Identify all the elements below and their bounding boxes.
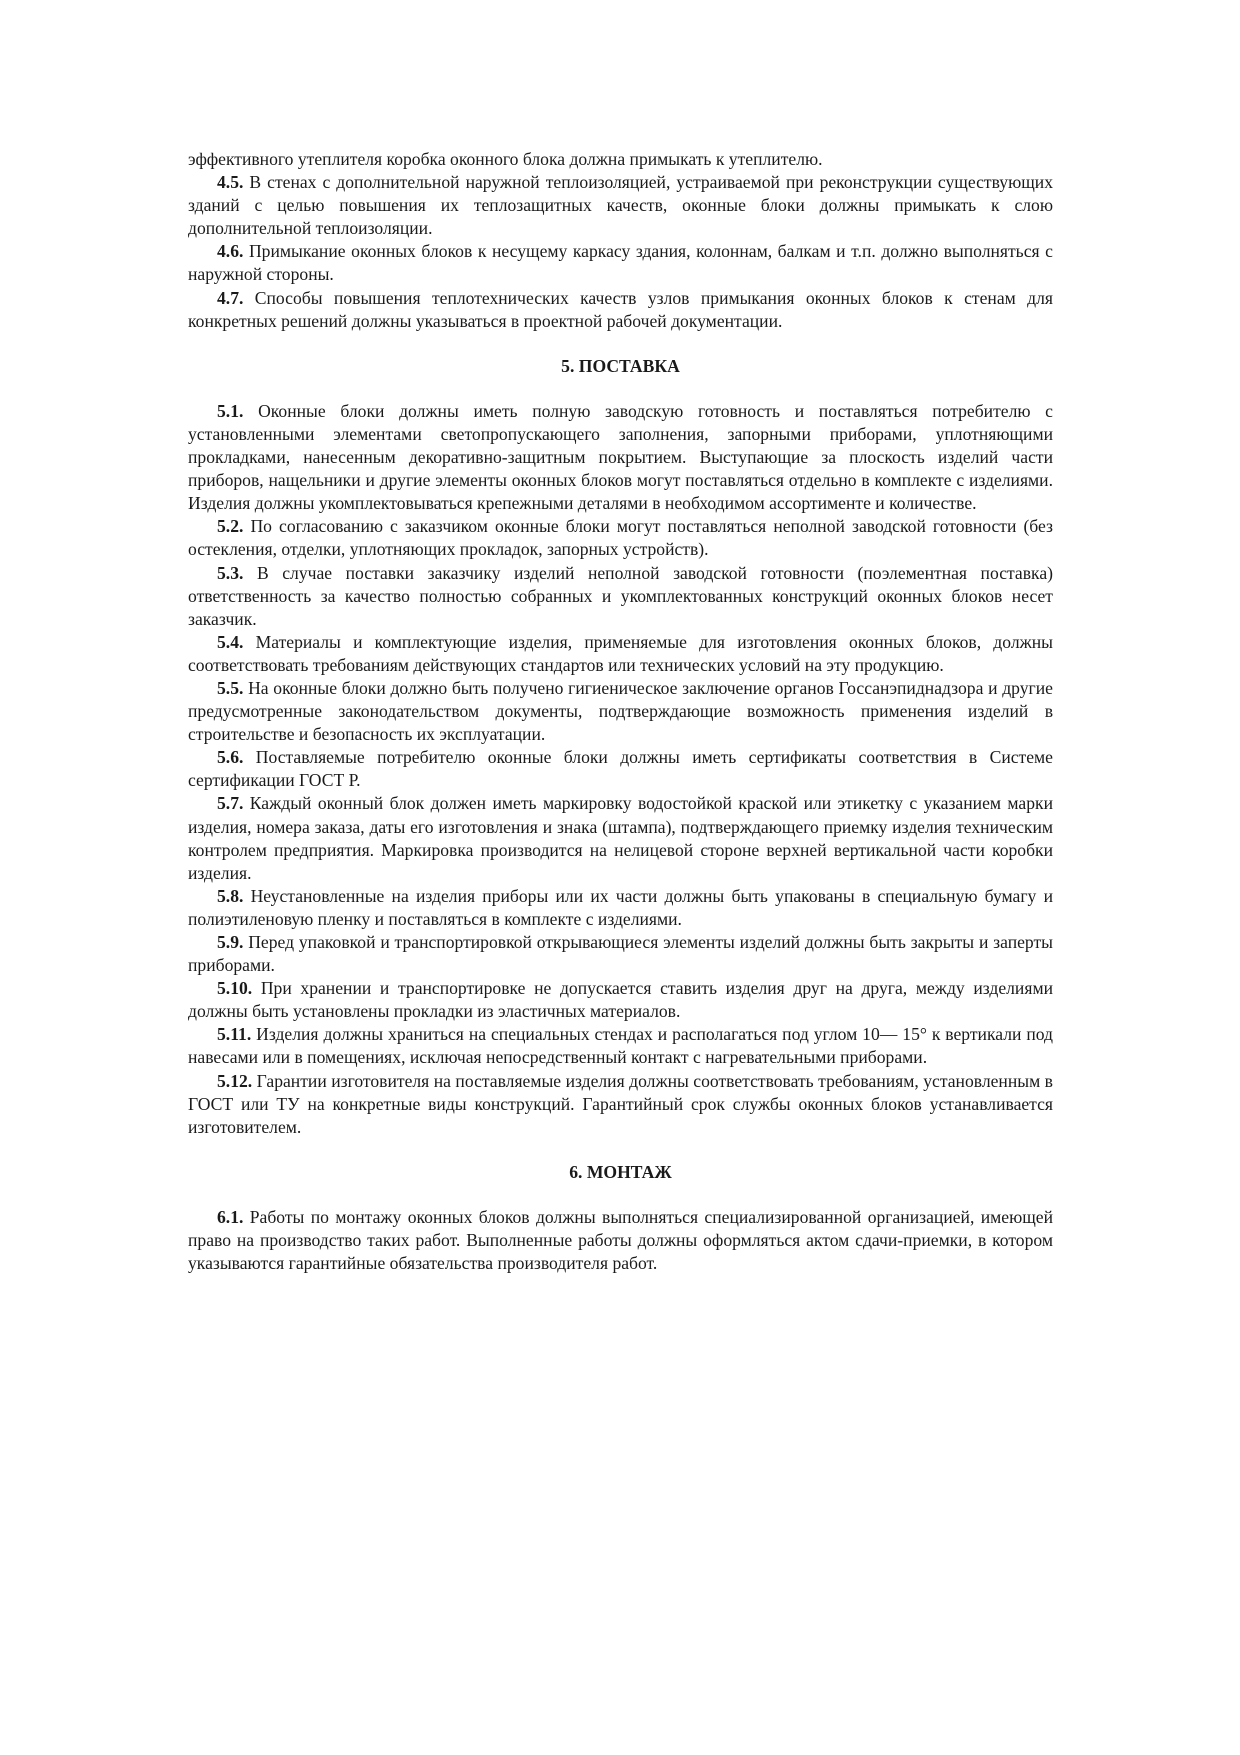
paragraph-text: Гарантии изготовителя на поставляемые изделия должны соответствовать требованиям, установленным в ГОСТ или ТУ на конкретные виды конструкций. Гарантийный срок службы оконных блоков устанавливается изготовителем. xyxy=(188,1070,1053,1137)
paragraph-5-11 xyxy=(188,1023,1053,1069)
paragraph-4-6 xyxy=(188,240,1053,286)
section-heading-6: 6. МОНТАЖ xyxy=(569,1161,672,1182)
clause-number: 6.1. xyxy=(217,1206,244,1227)
paragraph-text: Работы по монтажу оконных блоков должны выполняться специализированной организацией, имеющей право на производство таких работ. Выполненные работы должны оформляться актом сдачи-приемки, в котором указываются гарантийные обязательства производителя работ. xyxy=(188,1206,1053,1274)
paragraph-4-5 xyxy=(188,171,1053,240)
clause-number: 4.7. xyxy=(217,287,244,308)
paragraph-5-8 xyxy=(188,885,1053,931)
clause-number: 5.3. xyxy=(217,562,244,583)
paragraph-text: Изделия должны храниться на специальных стендах и располагаться под углом 10— 15° к вертикали под навесами или в помещениях, исключая непосредственный контакт с нагревательными приборами. xyxy=(188,1024,1053,1068)
clause-number: 5.12. xyxy=(217,1070,253,1091)
clause-number: 5.9. xyxy=(217,932,244,952)
paragraph-text: При хранении и транспортировке не допускается ставить изделия друг на друга, между изделиями должны быть установлены прокладки из эластичных материалов. xyxy=(188,978,1053,1022)
paragraph-text: Материалы и комплектующие изделия, применяемые для изготовления оконных блоков, должны соответствовать требованиям действующих стандартов или технических условий на эту продукцию. xyxy=(188,631,1053,675)
paragraph-text: Каждый оконный блок должен иметь маркировку водостойкой краской или этикетку с указанием марки изделия, номера заказа, даты его изготовления и знака (штампа), подтверждающего приемку изделия техническим контролем предприятия. Маркировка производится на нелицевой стороне верхней вертикальной части коробки изделия. xyxy=(188,793,1053,883)
paragraph-5-5 xyxy=(188,677,1053,746)
paragraph-4-7 xyxy=(188,287,1053,333)
paragraph-text: На оконные блоки должно быть получено гигиеническое заключение органов Госсанэпиднадзора и другие предусмотренные законодательством документы, подтверждающие возможность применения изделий в строительстве и безопасность их эксплуатации. xyxy=(188,677,1053,745)
clause-number: 4.5. xyxy=(217,172,244,193)
clause-number: 4.6. xyxy=(217,241,244,262)
clause-number: 5.6. xyxy=(217,747,244,768)
paragraph-5-4 xyxy=(188,631,1053,677)
paragraph-text: Перед упаковкой и транспортировкой открывающиеся элементы изделий должны быть закрыты и заперты приборами. xyxy=(188,932,1053,976)
document-page xyxy=(188,148,1053,1275)
paragraph-5-12 xyxy=(188,1070,1053,1139)
paragraph-text: Примыкание оконных блоков к несущему каркасу здания, колоннам, балкам и т.п. должно выполняться с наружной стороны. xyxy=(188,241,1053,285)
paragraph-5-3 xyxy=(188,562,1053,631)
paragraph-5-10 xyxy=(188,977,1053,1023)
paragraph-text: Неустановленные на изделия приборы или их части должны быть упакованы в специальную бумагу и полиэтиленовую пленку и поставляться в комплекте с изделиями. xyxy=(188,885,1053,929)
paragraph-text: Способы повышения теплотехнических качеств узлов примыкания оконных блоков к стенам для конкретных решений должны указываться в проектной рабочей документации. xyxy=(188,287,1053,331)
clause-number: 5.8. xyxy=(217,885,244,906)
paragraph-text: В стенах с дополнительной наружной теплоизоляцией, устраиваемой при реконструкции существующих зданий с целью повышения их теплозащитных качеств, оконные блоки должны примыкать к слою дополнительной теплоизоляции. xyxy=(188,172,1053,239)
paragraph-text: В случае поставки заказчику изделий неполной заводской готовности (поэлементная поставка) ответственность за качество полностью собранных и укомплектованных конструкций оконных блоков несет заказчик. xyxy=(188,562,1053,629)
clause-number: 5.4. xyxy=(217,631,244,652)
clause-number: 5.10. xyxy=(217,978,253,999)
clause-number: 5.2. xyxy=(217,516,244,537)
paragraph-5-2 xyxy=(188,515,1053,561)
paragraph-5-9 xyxy=(188,931,1053,977)
paragraph-text: По согласованию с заказчиком оконные блоки могут поставляться неполной заводской готовности (без остекления, отделки, уплотняющих прокладок, запорных устройств). xyxy=(188,516,1053,560)
clause-number: 5.7. xyxy=(217,793,244,814)
section-heading-5: 5. ПОСТАВКА xyxy=(561,355,680,376)
paragraph-5-7 xyxy=(188,792,1053,884)
paragraph-5-6 xyxy=(188,746,1053,792)
clause-number: 5.5. xyxy=(217,677,244,698)
paragraph-5-1 xyxy=(188,400,1053,515)
clause-number: 5.1. xyxy=(217,400,244,421)
paragraph-continuation xyxy=(188,148,1053,171)
clause-number: 5.11. xyxy=(217,1024,252,1045)
paragraph-text: Оконные блоки должны иметь полную заводскую готовность и поставляться потребителю с установленными элементами светопропускающего заполнения, запорными приборами, уплотняющими прокладками, нанесенным декоративно-защитным покрытием. Выступающие за плоскость изделий части приборов, нащельники и другие элементы оконных блоков могут поставляться отдельно в комплекте с изделиями. Изделия должны укомплектовываться крепежными деталями в необходимом ассортименте и количестве. xyxy=(188,400,1053,514)
paragraph-6-1 xyxy=(188,1206,1053,1275)
paragraph-text: Поставляемые потребителю оконные блоки должны иметь сертификаты соответствия в Системе сертификации ГОСТ Р. xyxy=(188,747,1053,791)
paragraph-text: эффективного утеплителя коробка оконного блока должна примыкать к утеплителю. xyxy=(188,149,823,169)
